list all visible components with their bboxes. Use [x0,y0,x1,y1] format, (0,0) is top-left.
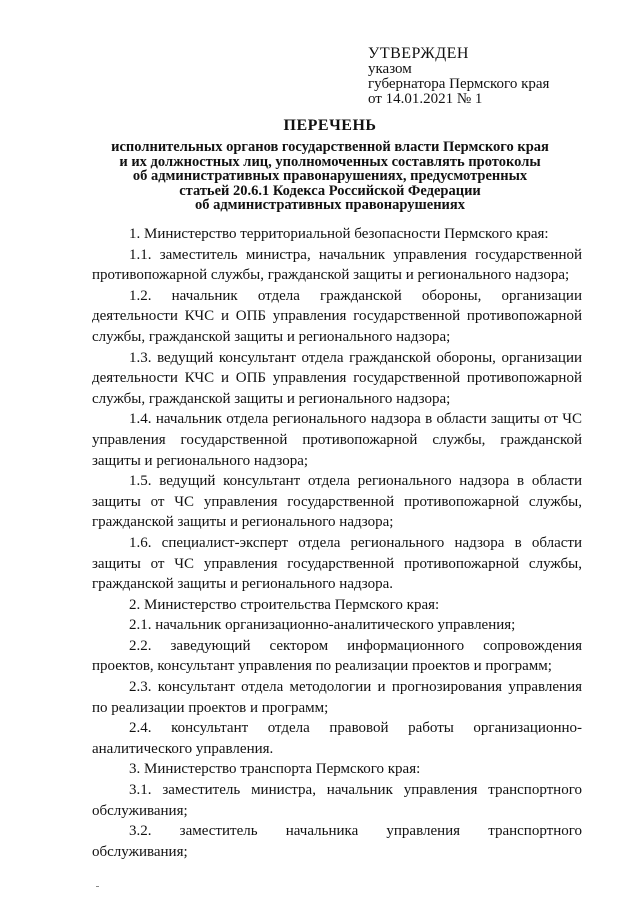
scan-speck [96,886,99,887]
list-item: 1.4. начальник отдела регионального надзора в области защиты от ЧС управления государственной противопожарной службы, гражданской защиты и регионального надзора; [92,411,582,469]
document-title: ПЕРЕЧЕНЬ [283,117,377,134]
list-item: 1.3. ведущий консультант отдела гражданской обороны, организации деятельности КЧС и ОПБ управления государственной противопожарной службы, гражданской защиты и регионального надзора; [92,349,582,407]
list-item: 2.3. консультант отдела методологии и прогнозирования управления по реализации проектов и программ; [92,679,582,716]
subtitle-line-5: об административных правонарушениях [194,197,466,213]
subtitle-line-2: и их должностных лиц, уполномоченных составлять протоколы [119,153,541,170]
list-item: 3. Министерство транспорта Пермского края: [129,761,421,778]
document-body [92,224,582,862]
list-item: 1.6. специалист-эксперт отдела регионального надзора в области защиты от ЧС управления государственной противопожарной службы, гражданской защиты и регионального надзора. [92,534,582,593]
approval-line-1: указом [368,61,412,77]
subtitle-line-4: статьей 20.6.1 Кодекса Российской Федерации [179,182,481,199]
list-item: 3.1. заместитель министра, начальник управления транспортного обслуживания; [92,782,582,819]
list-item: 1. Министерство территориальной безопасности Пермского края: [129,226,549,242]
approval-line-2: губернатора Пермского края [368,76,550,92]
document-subtitle [80,140,580,213]
list-item: 1.1. заместитель министра, начальник управления государственной противопожарной службы, гражданской защиты и регионального надзора; [92,246,582,284]
list-item: 1.2. начальник отдела гражданской обороны, организации деятельности КЧС и ОПБ управления государственной противопожарной службы, гражданской защиты и регионального надзора; [92,287,582,345]
list-item: 2.4. консультант отдела правовой работы организационно-аналитического управления. [92,720,582,757]
approval-stamp: УТВЕРЖДЕН [368,45,469,62]
list-item: 3.2. заместитель начальника управления транспортного обслуживания; [92,823,582,860]
subtitle-line-3: об административных правонарушениях, предусмотренных [132,168,528,184]
subtitle-line-1: исполнительных органов государственной власти Пермского края [111,139,549,155]
list-item: 2.2. заведующий сектором информационного сопровождения проектов, консультант управления по реализации проектов и программ; [92,637,582,675]
list-item: 2. Министерство строительства Пермского края: [129,596,440,613]
approval-block [368,46,608,107]
approval-line-3: от 14.01.2021 № 1 [368,91,483,107]
list-item: 1.5. ведущий консультант отдела регионального надзора в области защиты от ЧС управления государственной противопожарной службы, гражданской защиты и регионального надзора; [92,473,582,531]
list-item: 2.1. начальник организационно-аналитического управления; [129,617,516,634]
